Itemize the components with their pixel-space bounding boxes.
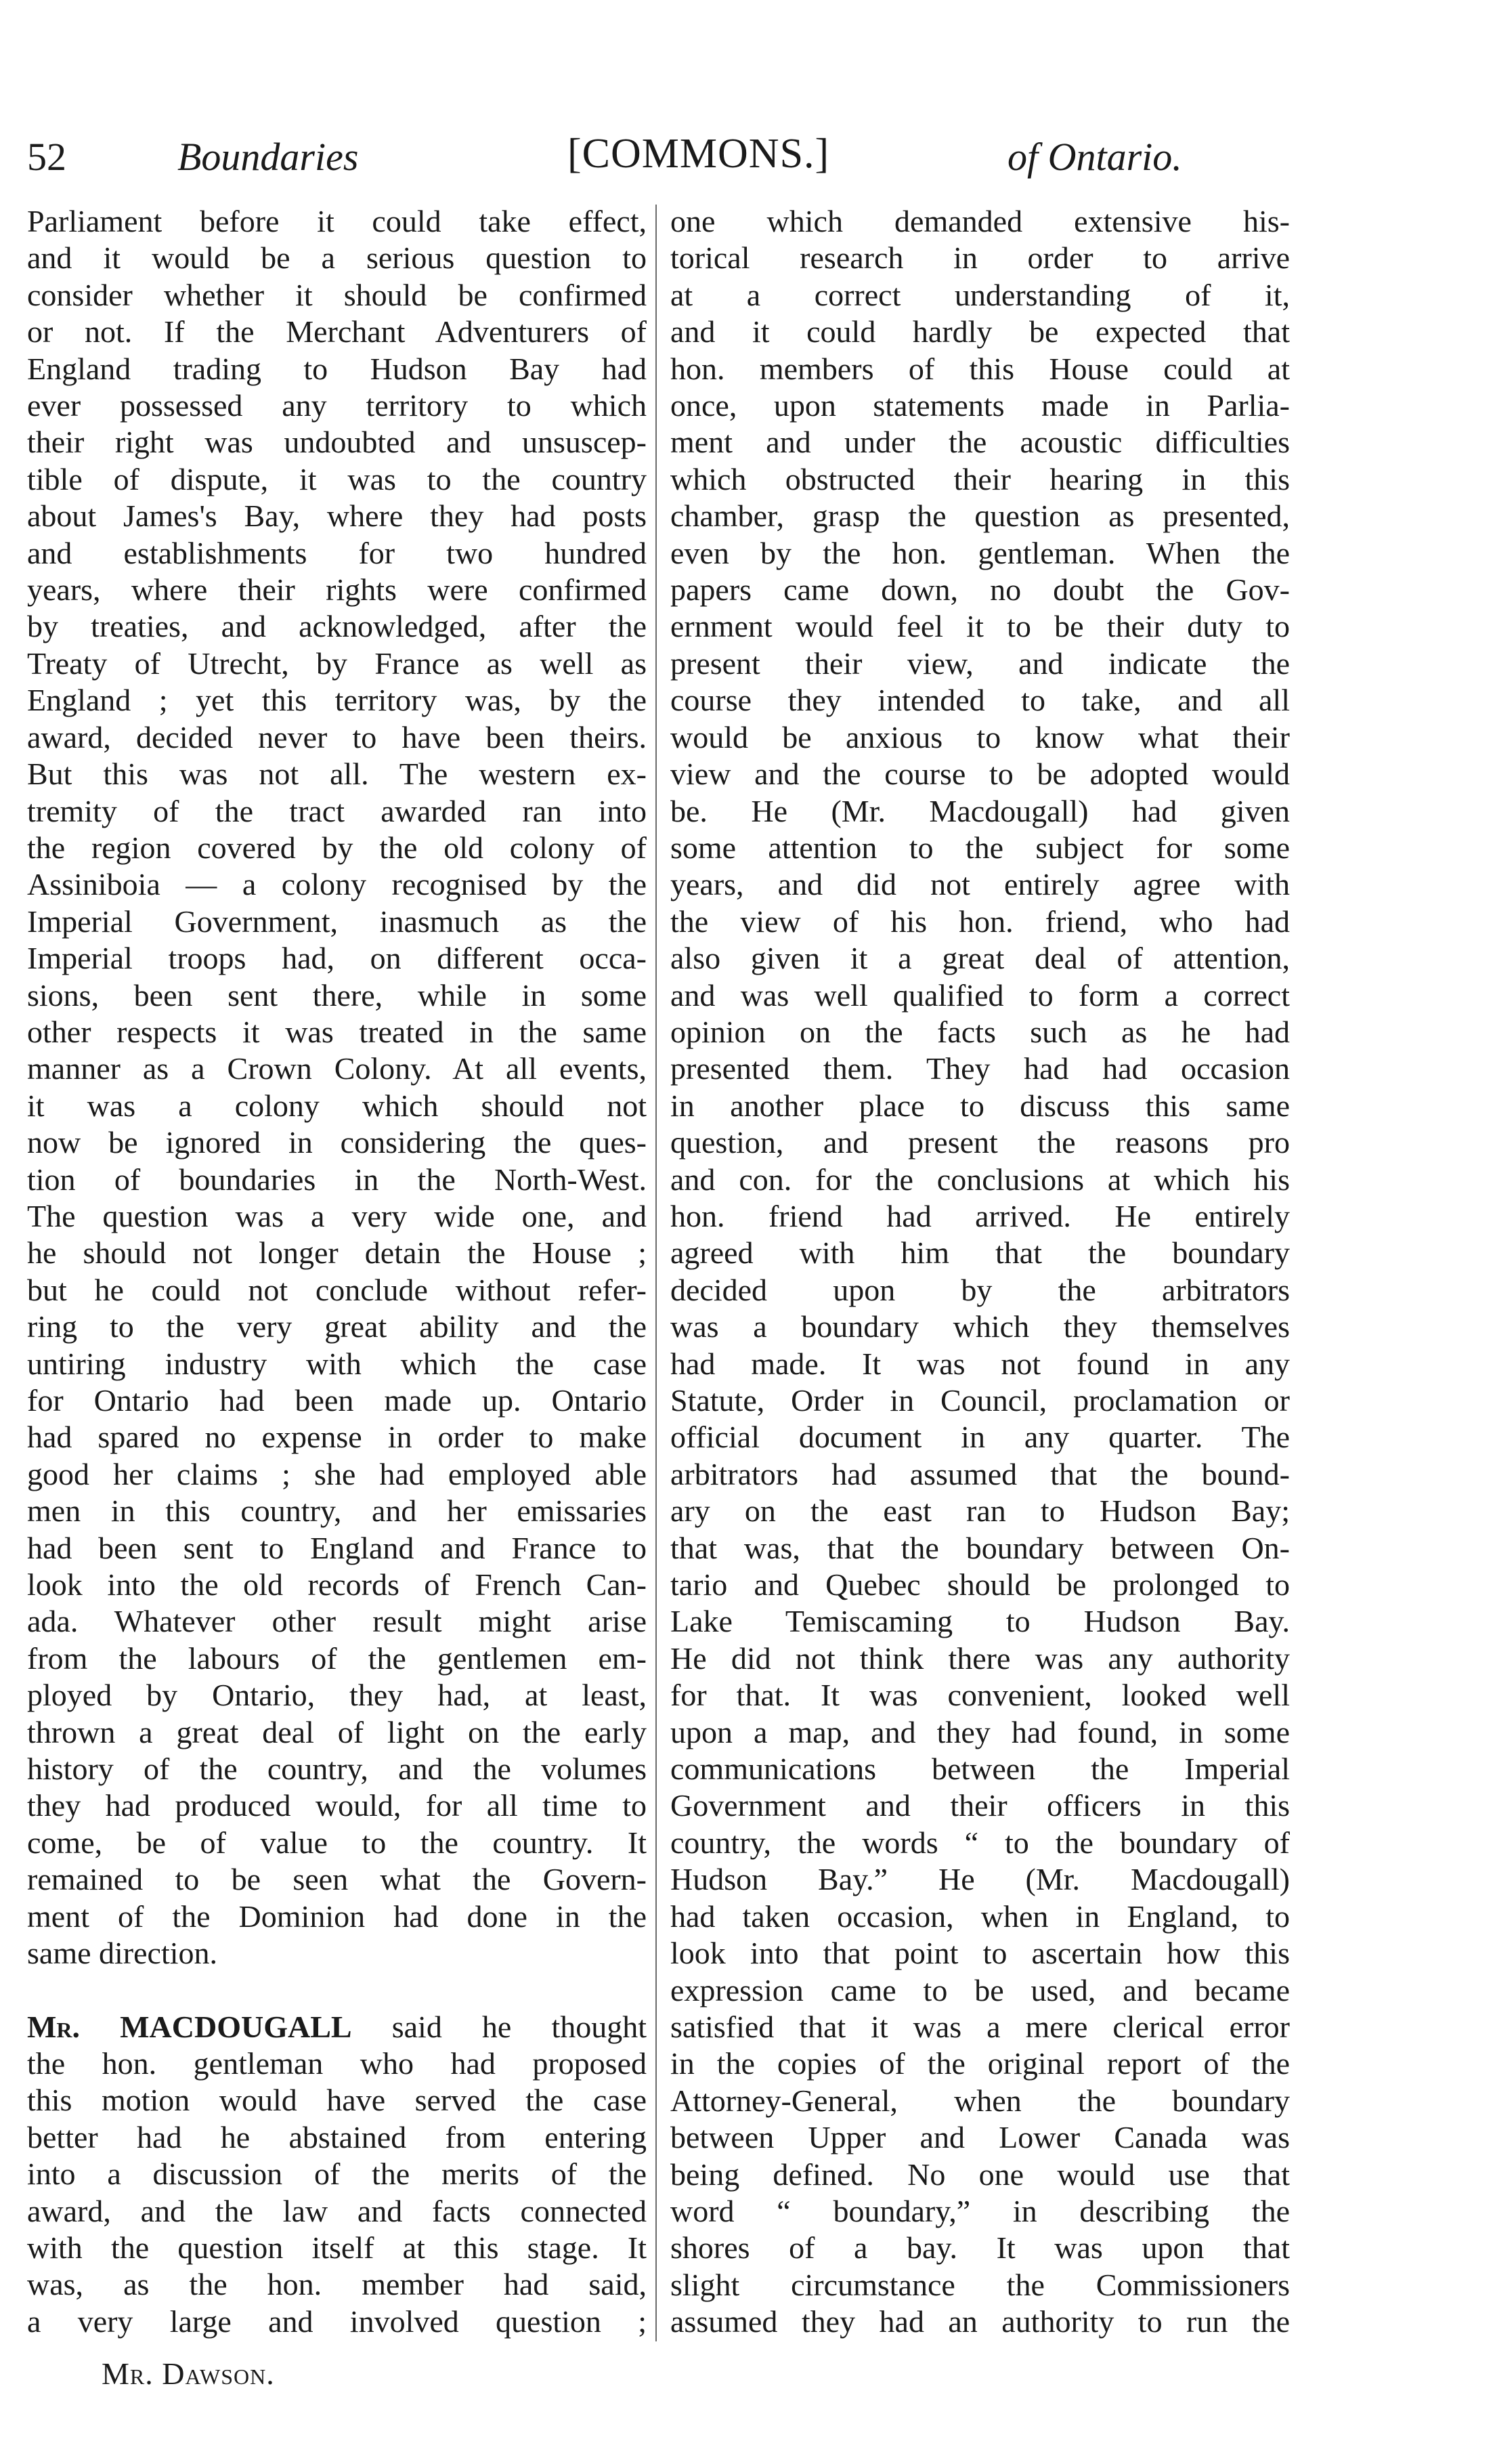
text-line: they had produced would, for all time to: [27, 1788, 647, 1823]
text-line: which obstructed their hearing in this: [670, 461, 1290, 496]
text-line: official document in any quarter. The: [670, 1420, 1290, 1455]
text-line: had been sent to England and France to: [27, 1530, 647, 1565]
text-line: award, and the law and facts connected: [27, 2193, 647, 2228]
text-line: presented them. They had had occasion: [670, 1051, 1290, 1086]
text-line: course they intended to take, and all: [670, 683, 1290, 718]
text-line: He did not think there was any authority: [670, 1640, 1290, 1676]
speech-paragraph: [27, 2009, 647, 2341]
text-line: years, and did not entirely agree with: [670, 867, 1290, 902]
text-line: sions, been sent there, while in some: [27, 977, 647, 1013]
header-center-title: [COMMONS.]: [567, 131, 830, 177]
text-line: expression came to be used, and became: [670, 1972, 1290, 2008]
text-line: ada. Whatever other result might arise: [27, 1604, 647, 1639]
text-line: history of the country, and the volumes: [27, 1751, 647, 1787]
text-line: from the labours of the gentlemen em-: [27, 1640, 647, 1676]
text-line: tion of boundaries in the North-West.: [27, 1162, 647, 1197]
text-line: Lake Temiscaming to Hudson Bay.: [670, 1604, 1290, 1639]
text-line: better had he abstained from entering: [27, 2119, 647, 2154]
text-line: years, where their rights were confirmed: [27, 572, 647, 608]
text-line: country, the words “ to the boundary of: [670, 1825, 1290, 1860]
text-line: satisfied that it was a mere clerical error: [670, 2009, 1290, 2044]
text-line: the hon. gentleman who had proposed: [27, 2045, 647, 2081]
text-line: look into that point to ascertain how this: [670, 1936, 1290, 1971]
text-line: had made. It was not found in any: [670, 1346, 1290, 1381]
text-line: and it would be a serious question to: [27, 240, 647, 276]
right-column-paragraph: [670, 203, 1290, 2341]
speech-lines: [27, 2045, 647, 2340]
text-line: hon. friend had arrived. He entirely: [670, 1198, 1290, 1233]
text-line: papers came down, no doubt the Gov-: [670, 572, 1290, 608]
text-line: consider whether it should be confirmed: [27, 277, 647, 312]
text-line: Treaty of Utrecht, by France as well as: [27, 645, 647, 681]
text-line: agreed with him that the boundary: [670, 1235, 1290, 1271]
text-line: once, upon statements made in Parlia-: [670, 388, 1290, 423]
right-column: [670, 203, 1290, 2341]
text-line: Parliament before it could take effect,: [27, 204, 647, 238]
text-line: chamber, grasp the question as presented,: [670, 498, 1290, 534]
text-line: England trading to Hudson Bay had: [27, 351, 647, 386]
text-line: look into the old records of French Can-: [27, 1567, 647, 1602]
text-line: England ; yet this territory was, by the: [27, 683, 647, 718]
text-line: also given it a great deal of attention,: [670, 941, 1290, 976]
text-line: between Upper and Lower Canada was: [670, 2120, 1290, 2155]
text-line: but he could not conclude without refer-: [27, 1272, 647, 1307]
text-line: and con. for the conclusions at which his: [670, 1162, 1290, 1197]
speaker-name: Mr. MACDOUGALL: [27, 2009, 352, 2044]
text-line: assumed they had an authority to run the: [670, 2304, 1290, 2339]
text-line: the view of his hon. friend, who had: [670, 904, 1290, 939]
text-line: ployed by Ontario, they had, at least,: [27, 1678, 647, 1713]
text-line: Assiniboia — a colony recognised by the: [27, 867, 647, 902]
text-line: in another place to discuss this same: [670, 1088, 1290, 1123]
text-line: arbitrators had assumed that the bound-: [670, 1456, 1290, 1491]
text-line: tremity of the tract awarded ran into: [27, 793, 647, 828]
page-header: [27, 121, 1490, 195]
left-column: [27, 203, 647, 2340]
text-line: communications between the Imperial: [670, 1751, 1290, 1787]
text-line: for Ontario had been made up. Ontario: [27, 1383, 647, 1418]
text-line: word “ boundary,” in describing the: [670, 2193, 1290, 2228]
text-line: opinion on the facts such as he had: [670, 1014, 1290, 1049]
text-line: now be ignored in considering the ques-: [27, 1125, 647, 1160]
text-line: slight circumstance the Commissioners: [670, 2267, 1290, 2302]
text-line: or not. If the Merchant Adventurers of: [27, 314, 647, 349]
text-line: about James's Bay, where they had posts: [27, 498, 647, 534]
text-line: ment and under the acoustic difficulties: [670, 425, 1290, 460]
header-right-title: of Ontario.: [1008, 135, 1182, 179]
text-line: had taken occasion, when in England, to: [670, 1898, 1290, 1934]
text-line: come, be of value to the country. It: [27, 1825, 647, 1860]
text-line: was a boundary which they themselves: [670, 1309, 1290, 1344]
running-footer: Mr. Dawson.: [102, 2356, 275, 2391]
page-number: 52: [27, 135, 66, 179]
text-line: hon. members of this House could at: [670, 351, 1290, 386]
text-line: tario and Quebec should be prolonged to: [670, 1567, 1290, 1602]
text-line: men in this country, and her emissaries: [27, 1493, 647, 1529]
text-line: torical research in order to arrive: [670, 240, 1290, 276]
text-line: view and the course to be adopted would: [670, 757, 1290, 792]
text-line: Hudson Bay.” He (Mr. Macdougall): [670, 1862, 1290, 1897]
paragraph-gap: [27, 1972, 647, 2009]
text-line: that was, that the boundary between On-: [670, 1530, 1290, 1565]
text-line: and establishments for two hundred: [27, 535, 647, 570]
text-line: Government and their officers in this: [670, 1788, 1290, 1823]
text-line: and was well qualified to form a correct: [670, 977, 1290, 1013]
text-line: remained to be seen what the Govern-: [27, 1862, 647, 1897]
text-line: by treaties, and acknowledged, after the: [27, 609, 647, 644]
text-line: would be anxious to know what their: [670, 719, 1290, 755]
text-line: be. He (Mr. Macdougall) had given: [670, 793, 1290, 828]
text-line: was, as the hon. member had said,: [27, 2267, 647, 2302]
text-line: shores of a bay. It was upon that: [670, 2230, 1290, 2266]
text-line: ever possessed any territory to which: [27, 388, 647, 423]
text-line: upon a map, and they had found, in some: [670, 1714, 1290, 1749]
text-line: tible of dispute, it was to the country: [27, 461, 647, 496]
text-line: the region covered by the old colony of: [27, 830, 647, 865]
text-line: ment of the Dominion had done in the: [27, 1898, 647, 1934]
header-left-title: Boundaries: [177, 135, 359, 179]
text-line: their right was undoubted and unsuscep-: [27, 425, 647, 460]
text-line: some attention to the subject for some: [670, 830, 1290, 865]
left-column-paragraph: [27, 203, 647, 1972]
text-line: But this was not all. The western ex-: [27, 757, 647, 792]
text-line: The question was a very wide one, and: [27, 1198, 647, 1233]
text-line: and it could hardly be expected that: [670, 314, 1290, 349]
text-line: one which demanded extensive his-: [670, 204, 1290, 238]
speech-first-line-text: said he thought: [391, 2009, 647, 2044]
text-line: being defined. No one would use that: [670, 2157, 1290, 2192]
text-line: award, decided never to have been theirs.: [27, 719, 647, 755]
text-line: a very large and involved question ;: [27, 2303, 647, 2339]
text-line: this motion would have served the case: [27, 2083, 647, 2118]
text-line: even by the hon. gentleman. When the: [670, 535, 1290, 570]
text-line: into a discussion of the merits of the: [27, 2157, 647, 2192]
text-line: same direction.: [27, 1936, 218, 1971]
text-line: at a correct understanding of it,: [670, 277, 1290, 312]
text-line: it was a colony which should not: [27, 1088, 647, 1123]
column-divider: [655, 205, 657, 2341]
text-line: other respects it was treated in the same: [27, 1014, 647, 1049]
text-line: question, and present the reasons pro: [670, 1125, 1290, 1160]
text-line: Attorney-General, when the boundary: [670, 2083, 1290, 2118]
text-line: untiring industry with which the case: [27, 1346, 647, 1381]
text-line: ary on the east ran to Hudson Bay;: [670, 1493, 1290, 1529]
text-line: he should not longer detain the House ;: [27, 1235, 647, 1271]
text-line: in the copies of the original report of the: [670, 2046, 1290, 2081]
text-line: ring to the very great ability and the: [27, 1309, 647, 1344]
speech-first-line: [27, 2009, 647, 2045]
text-line: had spared no expense in order to make: [27, 1420, 647, 1455]
text-line: Statute, Order in Council, proclamation or: [670, 1383, 1290, 1418]
text-line: decided upon by the arbitrators: [670, 1272, 1290, 1307]
text-line: for that. It was convenient, looked well: [670, 1678, 1290, 1713]
text-line: manner as a Crown Colony. At all events,: [27, 1051, 647, 1086]
text-line: Imperial Government, inasmuch as the: [27, 904, 647, 939]
text-line: present their view, and indicate the: [670, 645, 1290, 681]
text-line: good her claims ; she had employed able: [27, 1456, 647, 1491]
text-line: ernment would feel it to be their duty to: [670, 609, 1290, 644]
text-line: thrown a great deal of light on the early: [27, 1714, 647, 1749]
text-line: with the question itself at this stage. It: [27, 2230, 647, 2265]
text-line: Imperial troops had, on different occa-: [27, 941, 647, 976]
